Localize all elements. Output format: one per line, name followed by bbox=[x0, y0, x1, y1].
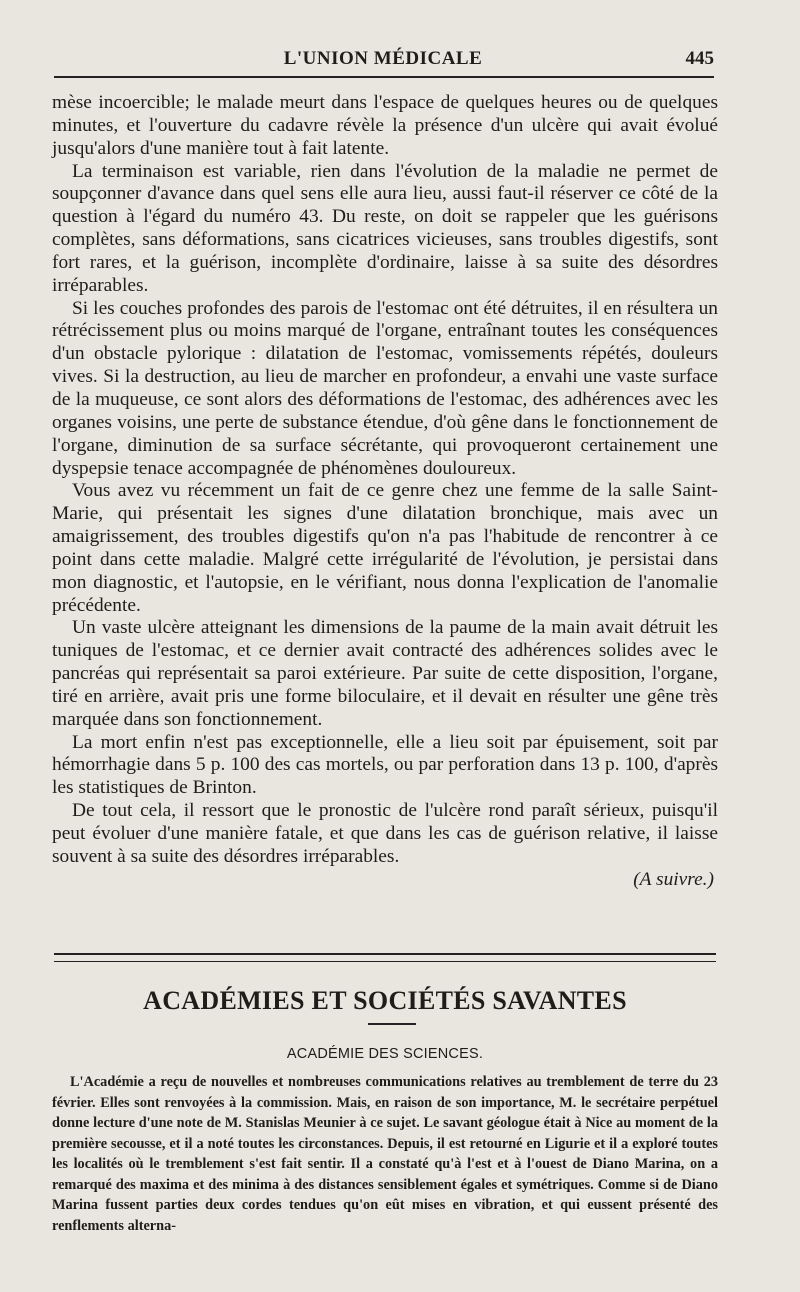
paragraph: Un vaste ulcère atteignant les dimensions de la paume de la main avait détruit les tuniques de l'estomac, et ce dernier avait contracté des adhérences solides avec le pancréas qui représentait sa paroi extérieure. Par suite de cette disposition, l'organe, tiré en arrière, avait pris une forme biloculaire, et il devait en résulter une gêne très marquée dans son fonctionnement. bbox=[52, 617, 718, 730]
page-number: 445 bbox=[685, 48, 714, 69]
section-title: ACADÉMIES ET SOCIÉTÉS SAVANTES bbox=[143, 986, 627, 1015]
section-divider bbox=[54, 953, 716, 962]
paragraph: mèse incoercible; le malade meurt dans l'espace de quelques heures ou de quelques minutes, et l'ouverture du cadavre révèle la présence d'un ulcère qui avait évolué jusqu'alors d'une manière tout à fait latente. bbox=[52, 92, 718, 159]
paragraph: De tout cela, il ressort que le pronostic de l'ulcère rond paraît sérieux, puisqu'il peut évoluer d'une manière fatale, et que dans les cas de guérison relative, il laisse souvent à sa suite des désordres irréparables. bbox=[52, 800, 718, 867]
page-header bbox=[52, 44, 714, 74]
continuation-note: (A suivre.) bbox=[633, 868, 714, 890]
paragraph: La terminaison est variable, rien dans l'évolution de la maladie ne permet de soupçonner d'avance dans quel sens elle aura lieu, aussi faut-il réserver ce côté de la question à l'égard du numéro 43. Du reste, on doit se rappeler que les guérisons complètes, sans déformations, sans cicatrices vicieuses, sans troubles digestifs, sont fort rares, et la guérison, incomplète d'ordinaire, laisse à sa suite des désordres irréparables. bbox=[52, 160, 718, 296]
header-rule bbox=[54, 76, 714, 78]
title-underline bbox=[368, 1023, 416, 1025]
paragraph: Si les couches profondes des parois de l'estomac ont été détruites, il en résultera un rétrécissement plus ou moins marqué de l'organe, entraînant toutes les conséquences d'un obstacle pylorique : dilatation de l'estomac, vomissements répétés, douleurs vives. Si la destruction, au lieu de marcher en profondeur, a envahi une vaste surface de la muqueuse, ce sont alors des déformations de l'estomac, des adhérences avec les organes voisins, une perte de substance étendue, d'où gêne dans le fonctionnement de l'organe, diminution de sa surface sécrétante, qui provoqueront certainement une dyspepsie tenace accompagnée de phénomènes douloureux. bbox=[52, 297, 718, 479]
paragraph: Vous avez vu récemment un fait de ce genre chez une femme de la salle Saint-Marie, qui présentait les signes d'une dilatation bronchique, mais avec un amaigrissement, des troubles digestifs qu'on n'a pas l'habitude de rencontrer à ce point dans cette maladie. Malgré cette irrégularité de l'évolution, je persistai dans mon diagnostic, et l'autopsie, en le vérifiant, nous donna l'explication de l'anomalie précédente. bbox=[52, 480, 718, 616]
paragraph: L'Académie a reçu de nouvelles et nombreuses communications relatives au tremblement de terre du 23 février. Elles sont renvoyées à la commission. Mais, en raison de son importance, M. le secrétaire perpétuel donne lecture d'une note de M. Stanislas Meunier à ce sujet. Le savant géologue était à Nice au moment de la première secousse, et il a noté toutes les circonstances. Depuis, il est retourné en Ligurie et il a exploré toutes les localités où le tremblement s'est fait sentir. Il a constaté qu'à l'est et à l'ouest de Diano Marina, on a remarqué des maxima et des minima à des distances sensiblement égales et symétriques. Comme si de Diano Marina fussent parties deux cordes tendues qu'on eût mises en vibration, et qui eussent présenté des renflements alterna- bbox=[52, 1074, 718, 1234]
article-body bbox=[52, 92, 718, 892]
running-title: L'UNION MÉDICALE bbox=[283, 48, 483, 69]
paragraph: La mort enfin n'est pas exceptionnelle, elle a lieu soit par épuisement, soit par hémorrhagie dans 5 p. 100 des cas mortels, ou par perforation dans 13 p. 100, d'après les statistiques de Brinton. bbox=[52, 731, 718, 799]
subsection-title: ACADÉMIE DES SCIENCES. bbox=[286, 1046, 484, 1062]
academy-report bbox=[52, 1072, 718, 1236]
